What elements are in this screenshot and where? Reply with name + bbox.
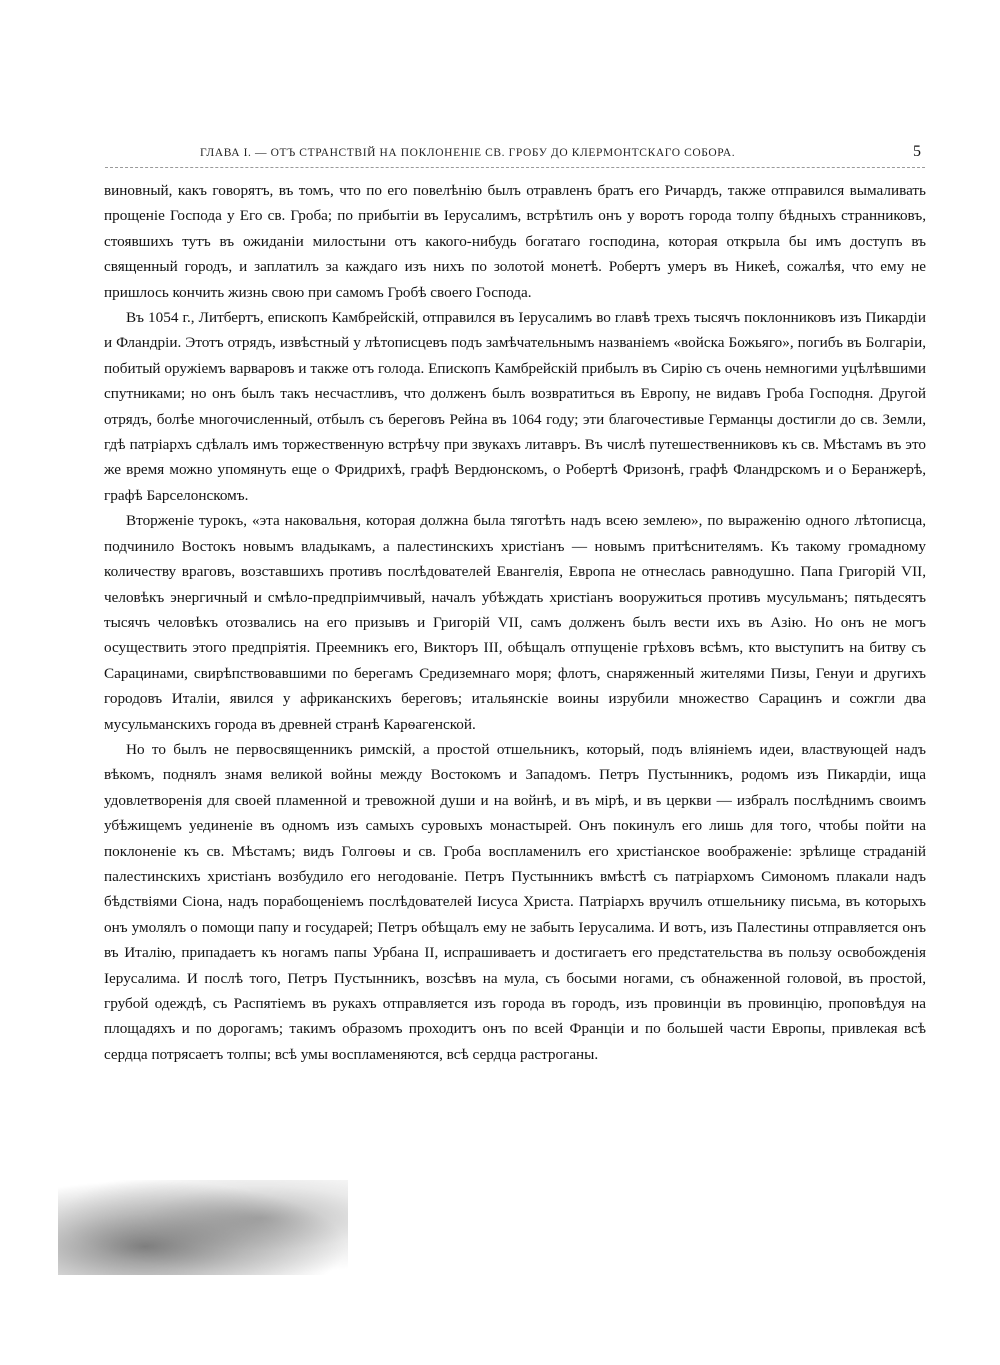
- paragraph: Вторженіе турокъ, «эта наковальня, которая должна была тяготѣть надъ всею землею», по выраженію одного лѣтописца, подчинило Востокъ новымъ владыкамъ, а палестинскихъ христіанъ — новымъ притѣснителямъ. Къ такому громадному количеству враговъ, возставшихъ противъ послѣдователей Евангелія, Европа не отнеслась равнодушно. Папа Григорій VII, человѣкъ энергичный и смѣло-предпріимчивый, началъ убѣждать христіанъ вооружиться противъ мусульманъ; пятьдесятъ тысячъ человѣкъ отозвались на его призывъ и Григорій VII, самъ долженъ былъ вести ихъ въ Азію. Но онъ не могъ осуществить этого предпріятія. Преемникъ его, Викторъ III, обѣщалъ отпущеніе грѣховъ всѣмъ, кто выступитъ на битву съ Сарацинами, свирѣпствовавшими по берегамъ Средиземнаго моря; флотъ, снаряженный жителями Пизы, Генуи и другихъ городовъ Италіи, явился у африканскихъ береговъ; итальянскіе воины изрубили множество Сарацинъ и сожгли два мусульманскихъ города въ древней странѣ Карѳагенской.: [104, 512, 926, 733]
- running-header: [105, 143, 925, 165]
- paragraph: Но то былъ не первосвященникъ римскій, а простой отшельникъ, который, подъ вліяніемъ идеи, властвующей надъ вѣкомъ, поднялъ знамя великой войны между Востокомъ и Западомъ. Петръ Пустынникъ, родомъ изъ Пикардіи, ища удовлетворенія для своей пламенной и тревожной души и на войнѣ, и въ мірѣ, и въ церкви — избралъ послѣднимъ своимъ убѣжищемъ уединеніе въ одномъ изъ самыхъ суровыхъ монастырей. Онъ покинулъ его лишь для того, чтобы пойти на поклоненіе къ св. Мѣстамъ; видъ Голгоѳы и св. Гроба воспламенилъ его христіанское воображеніе: зрѣлище страданій палестинскихъ христіанъ возбудило его негодованіе. Петръ Пустынникъ вмѣстѣ съ патріархомъ Симономъ плакали надъ бѣдствіями Сіона, надъ порабощеніемъ послѣдователей Іисуса Христа. Патріархъ вручилъ отшельнику письма, въ которыхъ онъ умолялъ о помощи папу и государей; Петръ обѣщалъ ему не забыть Іерусалима. И вотъ, изъ Палестины отправляется онъ въ Италію, припадаетъ къ ногамъ папы Урбана II, испрашиваетъ и достигаетъ его предстательства въ пользу освобожденія Іерусалима. И послѣ того, Петръ Пустынникъ, возсѣвъ на мула, съ босыми ногами, съ обнаженной головой, въ простой, грубой одеждѣ, съ Распятіемъ въ рукахъ отправляется изъ города въ городъ, изъ провинціи въ провинцію, проповѣдуя на площадяхъ и по дорогамъ; такимъ образомъ проходитъ онъ по всей Франціи и по большей части Европы, привлекая всѣ сердца потрясаетъ толпы; всѣ умы воспламеняются, всѣ сердца растроганы.: [104, 740, 926, 1063]
- body-text: [104, 178, 926, 1067]
- header-rule: [105, 167, 925, 168]
- running-title: ГЛАВА I. — ОТЪ СТРАНСТВІЙ НА ПОКЛОНЕНІЕ СВ. ГРОБУ ДО КЛЕРМОНТСКАГО СОБОРА.: [200, 147, 736, 159]
- paragraph: Въ 1054 г., Литбертъ, епископъ Камбрейскій, отправился въ Іерусалимъ во главѣ трехъ тысячъ поклонниковъ изъ Пикардіи и Фландріи. Этотъ отрядъ, извѣстный у лѣтописцевъ подъ замѣчательнымъ названіемъ «войска Божьяго», погибъ въ Болгаріи, побитый оружіемъ варваровъ и также отъ голода. Епископъ Камбрейскій прибылъ въ Сирію съ очень немногими уцѣлѣвшими спутниками; но онъ былъ такъ несчастливъ, что долженъ былъ возвратиться въ Европу, не видавъ Гроба Господня. Другой отрядъ, болѣе многочисленный, отбылъ съ береговъ Рейна въ 1064 году; эти благочестивые Германцы достигли до св. Земли, гдѣ патріархъ сдѣлалъ имъ торжественную встрѣчу при звукахъ литавръ. Въ числѣ путешественниковъ къ св. Мѣстамъ въ это же время можно упомянуть еще о Фридрихѣ, графѣ Вердюнскомъ, о Робертѣ Фризонѣ, графѣ Фландрскомъ и о Беранжерѣ, графѣ Барселонскомъ.: [104, 309, 926, 504]
- paragraph: виновный, какъ говорятъ, въ томъ, что по его повелѣнію былъ отравленъ братъ его Ричардъ, также отправился вымаливать прощеніе Господа у Его св. Гроба; по прибытіи въ Іерусалимъ, встрѣтилъ онъ у воротъ города толпу бѣдныхъ странниковъ, стоявшихъ тутъ въ ожиданіи милостыни отъ какого-нибудь богатаго господина, которая открыла бы имъ доступъ въ священный городъ, и заплатилъ за каждаго изъ нихъ по золотой монетѣ. Робертъ умеръ въ Никеѣ, сожалѣя, что ему не пришлось кончить жизнь свою при самомъ Гробѣ своего Господа.: [104, 182, 926, 301]
- ink-smudge: [58, 1180, 348, 1275]
- page-number: 5: [913, 143, 921, 160]
